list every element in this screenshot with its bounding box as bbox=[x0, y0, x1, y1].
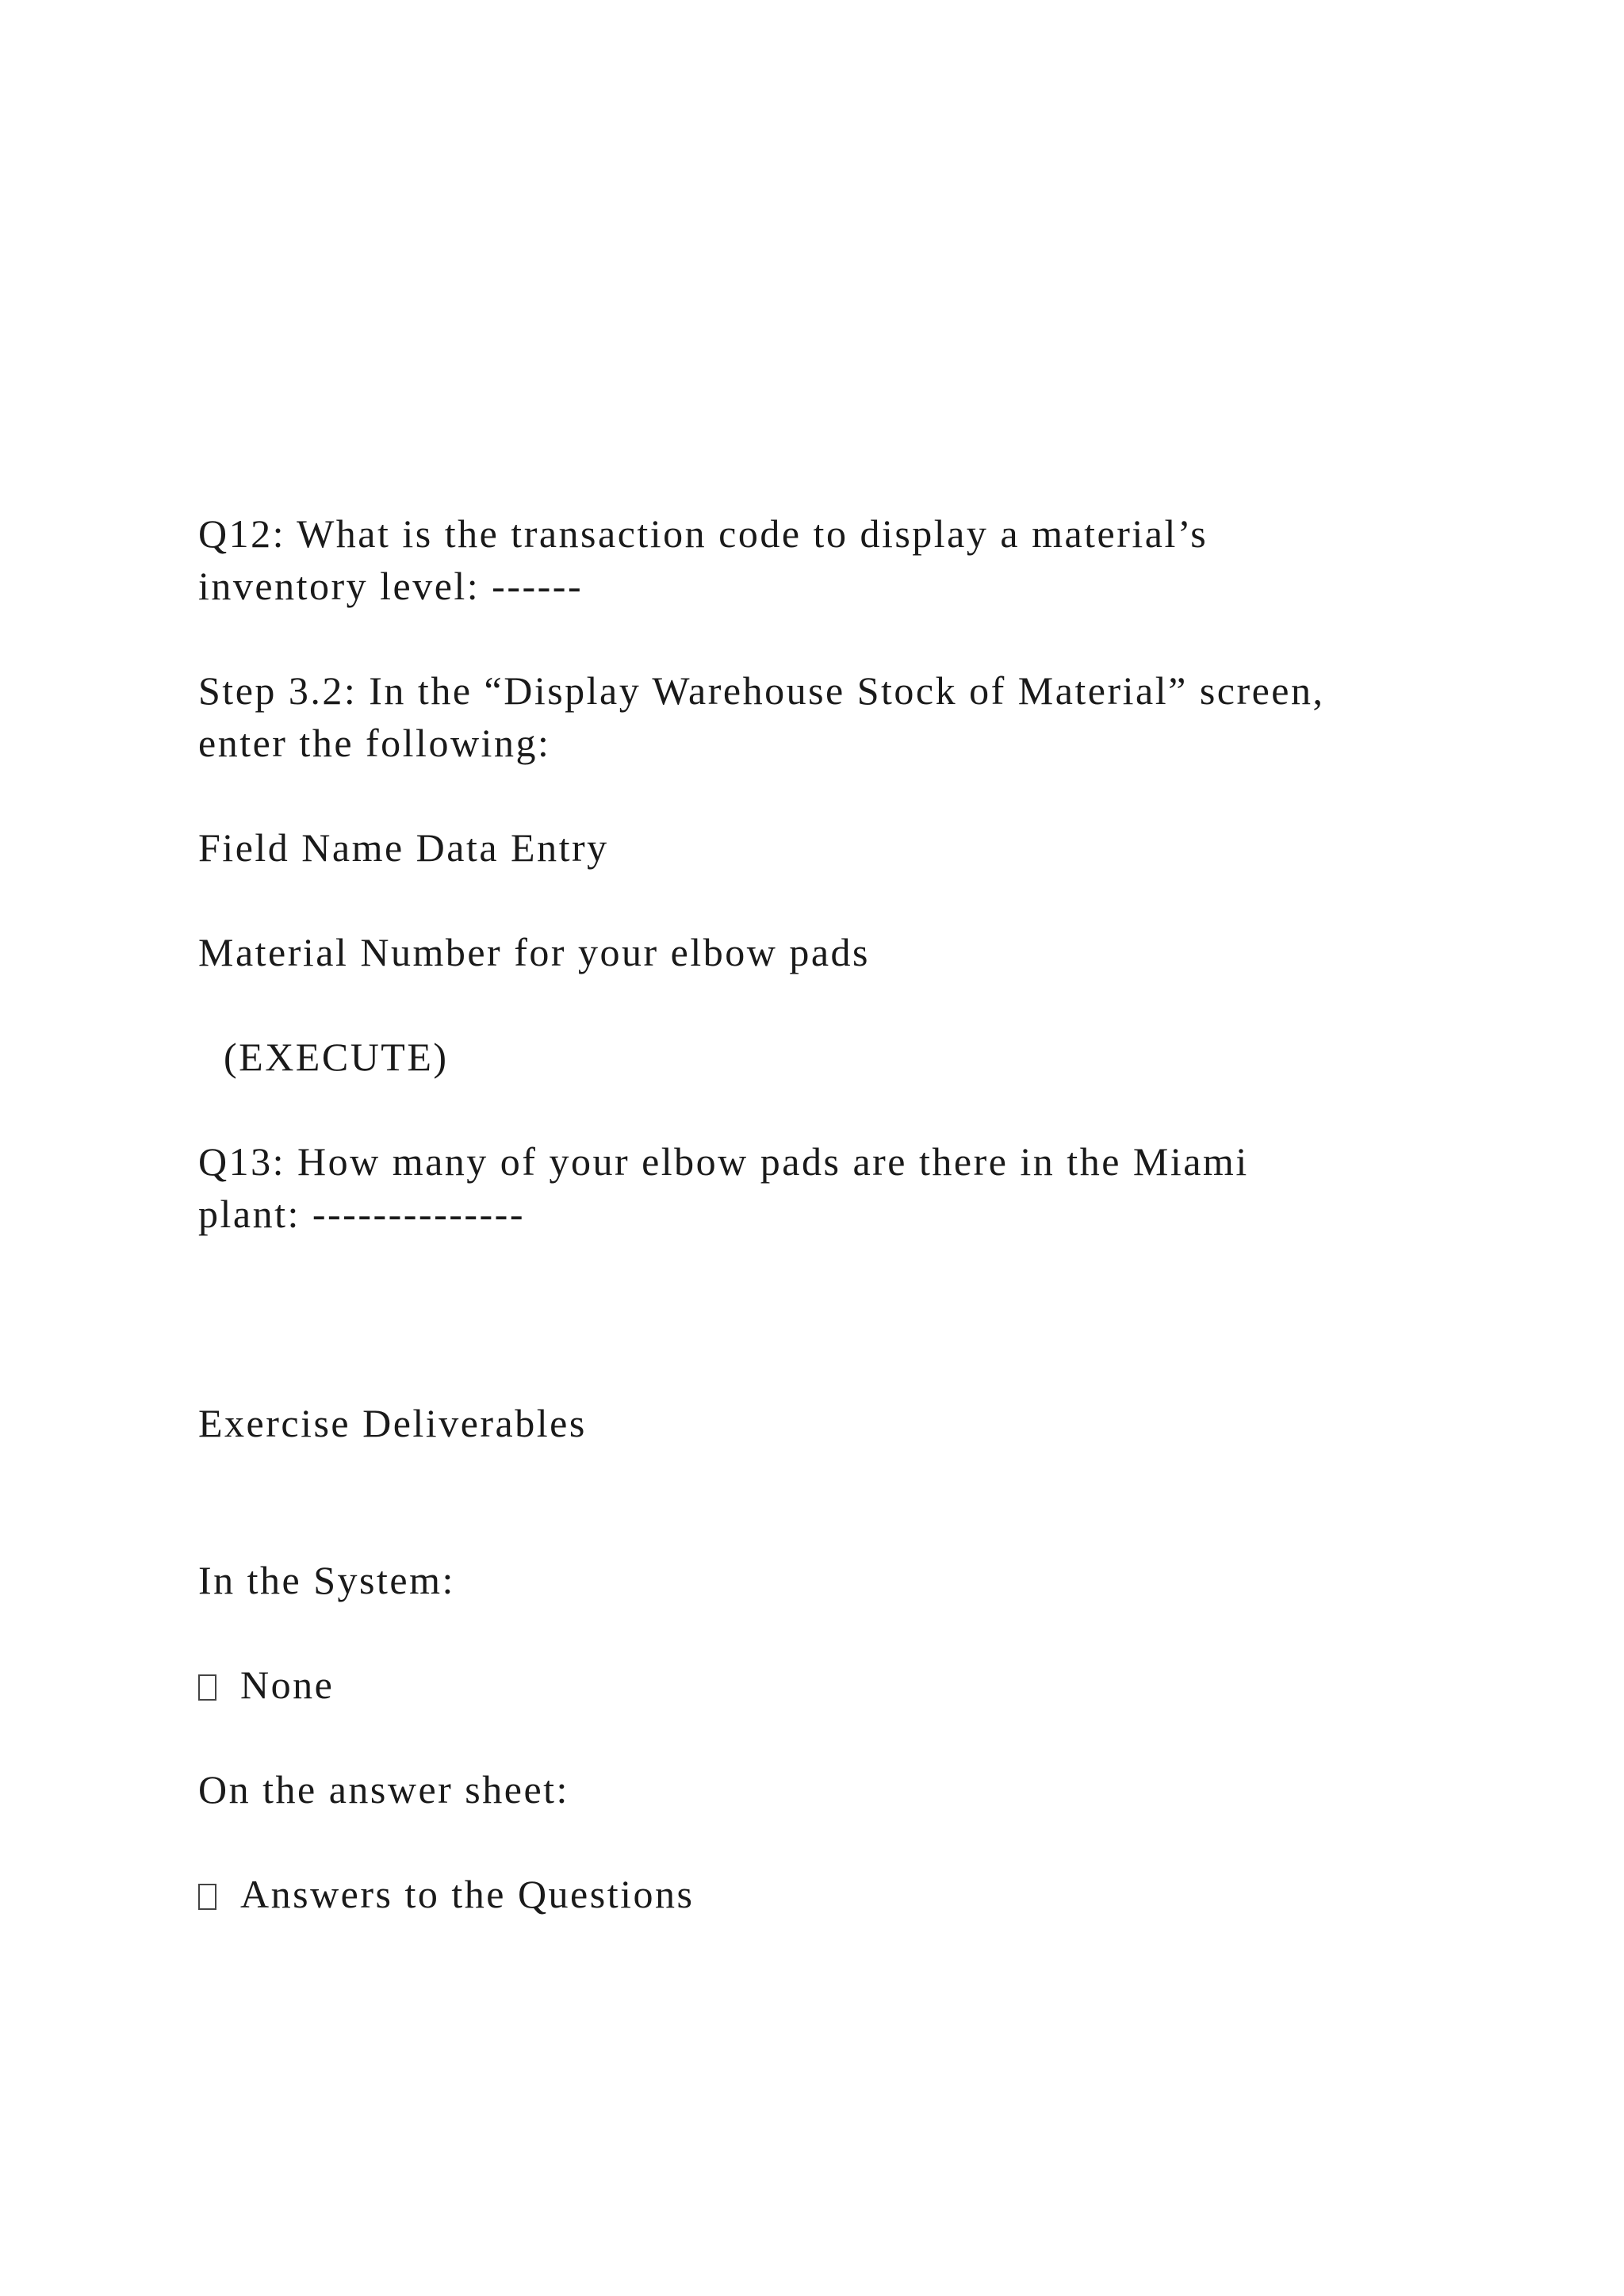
answer-sheet-item: Answers to the Questions bbox=[240, 1872, 695, 1916]
q13-line-2: plant: -------------- bbox=[198, 1192, 525, 1236]
execute-instruction: (EXECUTE) bbox=[224, 1035, 449, 1079]
bullet-box-icon bbox=[198, 1884, 216, 1910]
in-system-item: None bbox=[240, 1663, 335, 1707]
q13-line-1: Q13: How many of your elbow pads are there in the Miami bbox=[198, 1139, 1249, 1184]
deliverables-heading: Exercise Deliverables bbox=[198, 1401, 587, 1445]
table-header: Field Name Data Entry bbox=[198, 825, 609, 870]
material-number-row: Material Number for your elbow pads bbox=[198, 930, 870, 974]
q12-line-2: inventory level: ------ bbox=[198, 564, 584, 608]
bullet-box-icon bbox=[198, 1674, 216, 1701]
step-3-2-line-2: enter the following: bbox=[198, 721, 551, 765]
in-system-bullet bbox=[198, 1659, 334, 1711]
in-system-label: In the System: bbox=[198, 1558, 455, 1602]
answer-sheet-bullet bbox=[198, 1868, 694, 1920]
answer-sheet-label: On the answer sheet: bbox=[198, 1767, 569, 1812]
step-3-2-line-1: Step 3.2: In the “Display Warehouse Stock of Material” screen, bbox=[198, 668, 1325, 713]
q12-line-1: Q12: What is the transaction code to display a material’s bbox=[198, 511, 1208, 556]
